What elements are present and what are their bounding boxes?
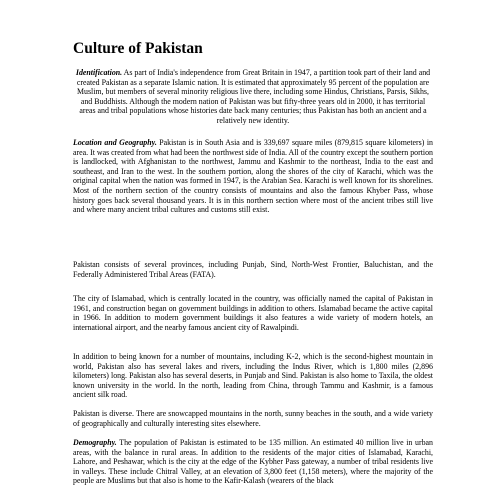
page-title: Culture of Pakistan — [73, 40, 203, 57]
paragraph-text: In addition to being known for a number of mountains, including K-2, which is the second-highest mountain in world, Pakistan also has several lakes and rivers, including the Indus River, which is 1,800 miles (2,896 kilometers) long. Pakistan also has several deserts, in Punjab and Sind. Pakistan is also home to Taxila, the oldest known university in the world. In the north, leading from China, through Tammu and Kashmir, is a famous ancient silk road. — [73, 352, 433, 400]
paragraph-text: Pakistan consists of several provinces, including Punjab, Sind, North-West Frontier, Baluchistan, and the Federally Administered Tribal Areas (FATA). — [73, 260, 433, 279]
paragraph-demography — [73, 438, 433, 486]
paragraph-text: The population of Pakistan is estimated to be 135 million. An estimated 40 million live in urban areas, with the balance in rural areas. In addition to the residents of the major cities of Islamabad, Karachi, Lahore, and Peshawar, which is the city at the edge of the Kybher Pass gateway, a number of tribal residents live in valleys. These include Chitral Valley, at an elevation of 3,800 feet (1,158 meters), where the majority of the people are Muslims but that also is home to the Kafir-Kalash (wearers of the black — [73, 438, 433, 486]
paragraph-text: Pakistan is in South Asia and is 339,697 square miles (879,815 square kilometers) in area. It was created from what had been the northwest side of India. All of the country except the southern portion is landlocked, with Afghanistan to the northwest, Jammu and Kashmir to the northeast, India to the east and southeast, and Iran to the west. In the southern portion, along the shores of the city of Karachi, which was the original capital when the nation was formed in 1947, is the Arabian Sea. Karachi is well known for its shorelines. Most of the northern section of the country consists of mountains and also the famous Khyber Pass, whose history goes back several thousand years. It is in this northern section where most of the ancient tribes still live and where many ancient tribal cultures and customs still exist. — [73, 138, 433, 215]
paragraph-text: As part of India's independence from Great Britain in 1947, a partition took part of their land and created Pakistan as a separate Islamic nation. It is estimated that approximately 95 percent of the population are Muslim, but members of several minority religious live there, including some Hindus, Christians, Parsis, Sikhs, and Buddhists. Although the modern nation of Pakistan was but fifty-three years old in 2000, it has territorial areas and tribal populations whose histories date back many centuries; thus Pakistan has both an ancient and a relatively new identity. — [76, 68, 431, 125]
section-lead: Demography. — [73, 438, 117, 447]
paragraph-islamabad — [73, 294, 433, 332]
paragraph-diversity — [73, 409, 433, 428]
paragraph-identification — [73, 68, 433, 126]
section-lead: Identification. — [75, 68, 123, 77]
paragraph-location-geography — [73, 138, 433, 215]
paragraph-text: The city of Islamabad, which is centrally located in the country, was officially named the capital of Pakistan in 1961, and construction began on government buildings in addition to others. Islamabad became the active capital in 1966. In addition to modern government buildings it also features a wide variety of modern hotels, an international airport, and the nearby famous ancient city of Rawalpindi. — [73, 294, 433, 332]
section-lead: Location and Geography. — [73, 138, 157, 147]
paragraph-text: Pakistan is diverse. There are snowcapped mountains in the north, sunny beaches in the south, and a wide variety of geographically and culturally interesting sites elsewhere. — [73, 409, 433, 428]
paragraph-mountains-rivers — [73, 352, 433, 400]
paragraph-provinces — [73, 260, 433, 279]
